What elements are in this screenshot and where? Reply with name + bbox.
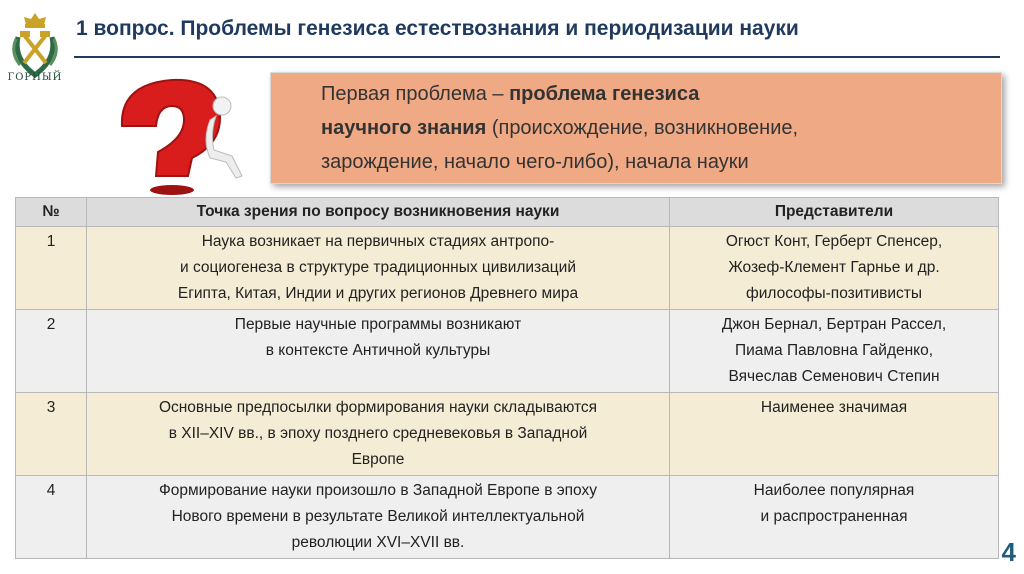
page-title: 1 вопрос. Проблемы генезиса естествознания и периодизации науки	[76, 17, 799, 40]
callout-rest-1: (происхождение, возникновение,	[486, 117, 799, 139]
table-row	[16, 227, 999, 310]
viewpoint-line: в контексте Античной культуры	[265, 342, 491, 359]
header-viewpoint: Точка зрения по вопросу возникновения науки	[87, 198, 670, 227]
representatives-line: Жозеф-Клемент Гарнье и др.	[728, 259, 940, 276]
row-viewpoint	[87, 227, 670, 310]
title-divider	[74, 56, 1000, 58]
row-representatives	[670, 310, 999, 393]
row-representatives	[670, 476, 999, 559]
viewpoint-line: и социогенеза в структуре традиционных цивилизаций	[180, 259, 576, 276]
viewpoint-line: Нового времени в результате Великой интеллектуальной	[171, 508, 585, 525]
logo-wordmark: ГОРНЫЙ	[7, 72, 63, 83]
representatives-line: и распространенная	[760, 508, 908, 525]
viewpoint-line: революции XVI–XVII вв.	[291, 534, 465, 551]
callout-rest-2: зарождение, начало чего-либо), начала науки	[321, 151, 749, 173]
representatives-line: Огюст Конт, Герберт Спенсер,	[725, 233, 943, 250]
representatives-line: философы-позитивисты	[745, 285, 923, 302]
row-number: 4	[16, 476, 87, 559]
first-problem-callout	[270, 72, 1002, 184]
viewpoint-line: Наука возникает на первичных стадиях антропо-	[201, 233, 555, 250]
row-representatives	[670, 393, 999, 476]
representatives-line: Пиама Павловна Гайденко,	[734, 342, 934, 359]
row-viewpoint	[87, 476, 670, 559]
viewpoint-line: Первые научные программы возникают	[234, 316, 522, 333]
row-number: 2	[16, 310, 87, 393]
table-row	[16, 393, 999, 476]
table-row	[16, 310, 999, 393]
viewpoint-line: Европе	[351, 451, 405, 468]
page-number: 4	[1001, 537, 1016, 567]
representatives-line: Вячеслав Семенович Степин	[728, 368, 940, 385]
row-viewpoint	[87, 310, 670, 393]
row-number: 3	[16, 393, 87, 476]
table-row	[16, 476, 999, 559]
row-representatives	[670, 227, 999, 310]
callout-bold-1: проблема генезиса	[509, 83, 700, 105]
viewpoint-line: Египта, Китая, Индии и других регионов Древнего мира	[177, 285, 579, 302]
representatives-line: Джон Бернал, Бертран Рассел,	[721, 316, 947, 333]
row-number: 1	[16, 227, 87, 310]
header-representatives: Представители	[670, 198, 999, 227]
viewpoint-line: в XII–XIV вв., в эпоху позднего средневековья в Западной	[168, 425, 588, 442]
table-header-row	[16, 198, 999, 227]
callout-prefix: Первая проблема –	[321, 83, 510, 105]
viewpoint-line: Формирование науки произошло в Западной Европе в эпоху	[159, 482, 597, 499]
representatives-line: Наиболее популярная	[753, 482, 915, 499]
representatives-line: Наименее значимая	[760, 399, 908, 416]
callout-bold-2: научного знания	[321, 117, 487, 139]
callout-text	[321, 77, 798, 179]
viewpoint-line: Основные предпосылки формирования науки складываются	[158, 399, 598, 416]
row-viewpoint	[87, 393, 670, 476]
header-number: №	[16, 198, 87, 227]
science-origin-table	[15, 197, 999, 559]
question-mark-illustration	[92, 66, 262, 196]
